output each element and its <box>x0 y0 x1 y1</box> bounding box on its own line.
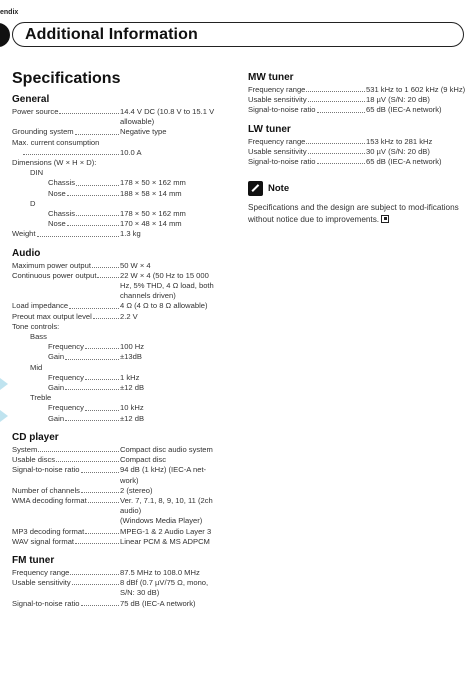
leader-dots <box>65 352 119 359</box>
spec-preout <box>12 312 222 322</box>
spec-label: Weight <box>12 229 36 239</box>
spec-label: Nose <box>48 188 66 198</box>
spec-value: 100 Hz <box>120 342 145 352</box>
spec-mid-frequency <box>12 373 222 383</box>
leader-dots <box>72 578 119 585</box>
spec-value: Negative type <box>120 127 167 137</box>
spec-value-cont: S/N: 30 dB) <box>120 588 160 598</box>
leader-dots <box>85 373 119 380</box>
spec-value: Ver. 7, 7.1, 8, 9, 10, 11 (2ch <box>120 495 213 505</box>
spec-label: Nose <box>48 219 66 229</box>
spec-sublabel: Mid <box>30 362 43 372</box>
cd-player-heading: CD player <box>12 431 59 443</box>
leader-dots <box>67 189 119 196</box>
spec-lw-snr <box>248 157 472 167</box>
spec-label: Load impedance <box>12 301 69 311</box>
note-pencil-icon <box>248 181 263 196</box>
spec-label: Signal-to-noise ratio <box>12 598 80 608</box>
spec-lw-sensitivity <box>248 147 472 157</box>
spec-bass-gain <box>12 352 222 362</box>
spec-value-cont: Hz, 5% THD, 4 Ω load, both <box>120 281 214 291</box>
spec-label: Frequency range <box>12 567 70 577</box>
spec-label: Tone controls: <box>12 321 60 331</box>
spec-label: Frequency <box>48 342 84 352</box>
spec-sublabel: DIN <box>30 168 44 178</box>
leader-dots <box>92 261 119 268</box>
spec-value-cont: (Windows Media Player) <box>120 516 203 526</box>
spec-value: 50 W × 4 <box>120 260 151 270</box>
leader-dots <box>70 568 119 575</box>
spec-label: Signal-to-noise ratio <box>248 157 316 167</box>
spec-value: 75 dB (IEC-A network) <box>120 598 196 608</box>
spec-value: 178 × 50 × 162 mm <box>120 178 186 188</box>
spec-impedance <box>12 301 222 311</box>
spec-sublabel: Treble <box>30 393 52 403</box>
spec-mw-sensitivity <box>248 95 472 105</box>
spec-label: Dimensions (W × H × D): <box>12 158 97 168</box>
general-heading: General <box>12 94 50 105</box>
spec-cd-snr <box>12 465 227 475</box>
leader-dots <box>85 527 119 534</box>
spec-label: Gain <box>48 352 65 362</box>
spec-label: Continuous power output <box>12 270 97 280</box>
leader-dots <box>81 486 119 493</box>
spec-value: 94 dB (1 kHz) (IEC-A net- <box>120 465 207 475</box>
spec-label: Max. current consumption <box>12 137 100 147</box>
spec-fm-snr <box>12 599 227 609</box>
spec-wma <box>12 496 227 506</box>
spec-value: 30 µV (S/N: 20 dB) <box>366 146 430 156</box>
leader-dots <box>75 127 119 134</box>
leader-dots <box>76 209 119 216</box>
spec-usable-discs <box>12 455 227 465</box>
leader-dots <box>38 445 119 452</box>
spec-value: 1 kHz <box>120 372 140 382</box>
spec-value: 188 × 58 × 14 mm <box>120 188 182 198</box>
spec-grounding <box>12 127 222 137</box>
spec-value-cont: work) <box>120 475 139 485</box>
spec-label: Usable sensitivity <box>12 578 71 588</box>
spec-value: 4 Ω (4 Ω to 8 Ω allowable) <box>120 301 208 311</box>
leader-dots <box>81 465 119 472</box>
spec-value: 170 × 48 × 14 mm <box>120 219 182 229</box>
leader-dots <box>88 496 119 503</box>
leader-dots <box>97 271 119 278</box>
leader-dots <box>56 455 119 462</box>
spec-max-power <box>12 261 222 271</box>
spec-label: MP3 decoding format <box>12 526 85 536</box>
specifications-heading: Specifications <box>12 70 121 87</box>
spec-mp3 <box>12 527 227 537</box>
spec-sublabel: D <box>30 198 36 208</box>
mw-tuner-heading: MW tuner <box>248 72 294 83</box>
note-text: Specifications and the design are subject to mod-ifications without notice due to improvements. <box>248 203 459 224</box>
spec-value: Compact disc <box>120 455 167 465</box>
spec-mid-gain <box>12 383 222 393</box>
leader-dots <box>23 148 119 155</box>
leader-dots <box>59 107 119 114</box>
spec-value-cont: channels driven) <box>120 291 176 301</box>
spec-din-nose <box>12 189 222 199</box>
edge-decoration <box>0 370 10 440</box>
leader-dots <box>85 403 119 410</box>
spec-value: ±13dB <box>120 352 142 362</box>
spec-label: WMA decoding format <box>12 495 87 505</box>
page-title: Additional Information <box>25 26 198 43</box>
leader-dots <box>85 342 119 349</box>
spec-fm-sensitivity <box>12 578 227 588</box>
leader-dots <box>317 157 365 164</box>
spec-value: 10 kHz <box>120 403 144 413</box>
fm-tuner-heading: FM tuner <box>12 554 55 566</box>
spec-treble-frequency <box>12 403 222 413</box>
lw-tuner-heading: LW tuner <box>248 123 291 135</box>
spec-label: Signal-to-noise ratio <box>12 465 80 475</box>
spec-value: 65 dB (IEC-A network) <box>366 105 442 115</box>
spec-label: Signal-to-noise ratio <box>248 105 316 115</box>
note-body <box>248 202 472 225</box>
spec-din-chassis <box>12 178 222 188</box>
spec-power-source <box>12 107 222 117</box>
spec-label: Frequency <box>48 403 84 413</box>
spec-continuous-power <box>12 271 222 281</box>
leader-dots <box>67 219 119 226</box>
spec-label: Chassis <box>48 178 76 188</box>
spec-cd-system <box>12 445 227 455</box>
leader-dots <box>76 178 119 185</box>
leader-dots <box>37 229 120 236</box>
leader-dots <box>317 105 365 112</box>
spec-label: Power source <box>12 107 59 116</box>
spec-value: 1.3 kg <box>120 229 141 239</box>
leader-dots <box>81 599 119 606</box>
spec-value: 153 kHz to 281 kHz <box>366 136 433 146</box>
spec-mw-range <box>248 85 472 95</box>
spec-value: 10.0 A <box>120 147 142 157</box>
leader-dots <box>93 312 119 319</box>
spec-value: 18 µV (S/N: 20 dB) <box>366 95 430 105</box>
spec-label: Usable sensitivity <box>248 95 307 105</box>
right-column <box>248 72 472 225</box>
leader-dots <box>308 147 365 154</box>
spec-channels <box>12 486 227 496</box>
spec-label: Grounding system <box>12 127 74 137</box>
spec-label: Maximum power output <box>12 260 91 270</box>
leader-dots <box>69 301 119 308</box>
spec-label: System <box>12 444 38 454</box>
spec-value: MPEG-1 & 2 Audio Layer 3 <box>120 526 212 536</box>
spec-max-current <box>12 148 222 158</box>
spec-value: ±12 dB <box>120 383 145 393</box>
spec-label: Usable discs <box>12 455 56 465</box>
leader-dots <box>65 383 119 390</box>
spec-sublabel: Bass <box>30 332 47 342</box>
section-tab-marker <box>0 23 10 47</box>
spec-fm-range <box>12 568 227 578</box>
section-tab-label: endix <box>0 9 19 16</box>
note-header <box>248 181 472 196</box>
spec-label: Frequency range <box>248 85 306 94</box>
spec-label: Usable sensitivity <box>248 146 307 156</box>
spec-value: 14.4 V DC (10.8 V to 15.1 V <box>120 107 215 116</box>
spec-value: Compact disc audio system <box>120 444 213 454</box>
spec-label: Preout max output level <box>12 311 92 321</box>
spec-value: 178 × 50 × 162 mm <box>120 209 186 219</box>
leader-dots <box>65 414 119 421</box>
spec-value: 65 dB (IEC-A network) <box>366 157 442 167</box>
spec-value: Linear PCM & MS ADPCM <box>120 536 210 546</box>
spec-label: Number of channels <box>12 485 80 495</box>
spec-value: ±12 dB <box>120 413 145 423</box>
leader-dots <box>306 85 365 92</box>
spec-label: WAV signal format <box>12 536 75 546</box>
spec-label: Chassis <box>48 209 76 219</box>
spec-d-chassis <box>12 209 222 219</box>
spec-value: 22 W × 4 (50 Hz to 15 000 <box>120 270 209 280</box>
spec-label: Frequency <box>48 372 84 382</box>
spec-treble-gain <box>12 414 222 424</box>
leader-dots <box>75 537 119 544</box>
spec-value-cont: allowable) <box>120 117 155 127</box>
spec-label: Gain <box>48 413 65 423</box>
spec-value: 2 (stereo) <box>120 485 153 495</box>
leader-dots <box>306 137 365 144</box>
spec-value: 531 kHz to 1 602 kHz (9 kHz) <box>366 85 466 94</box>
spec-value-cont: audio) <box>120 506 142 516</box>
end-mark-icon <box>381 215 389 223</box>
section-header <box>12 22 464 47</box>
spec-label: Gain <box>48 383 65 393</box>
leader-dots <box>308 95 365 102</box>
spec-label: Frequency range <box>248 136 306 146</box>
spec-value: 87.5 MHz to 108.0 MHz <box>120 567 200 577</box>
spec-value: 8 dBf (0.7 µV/75 Ω, mono, <box>120 578 209 588</box>
spec-d-nose <box>12 219 222 229</box>
audio-heading: Audio <box>12 247 41 259</box>
spec-lw-range <box>248 137 472 147</box>
spec-wav <box>12 537 227 547</box>
note-title: Note <box>268 183 290 195</box>
spec-bass-frequency <box>12 342 222 352</box>
spec-mw-snr <box>248 105 472 115</box>
left-column <box>12 70 242 609</box>
spec-weight <box>12 229 222 239</box>
spec-value: 2.2 V <box>120 311 138 321</box>
